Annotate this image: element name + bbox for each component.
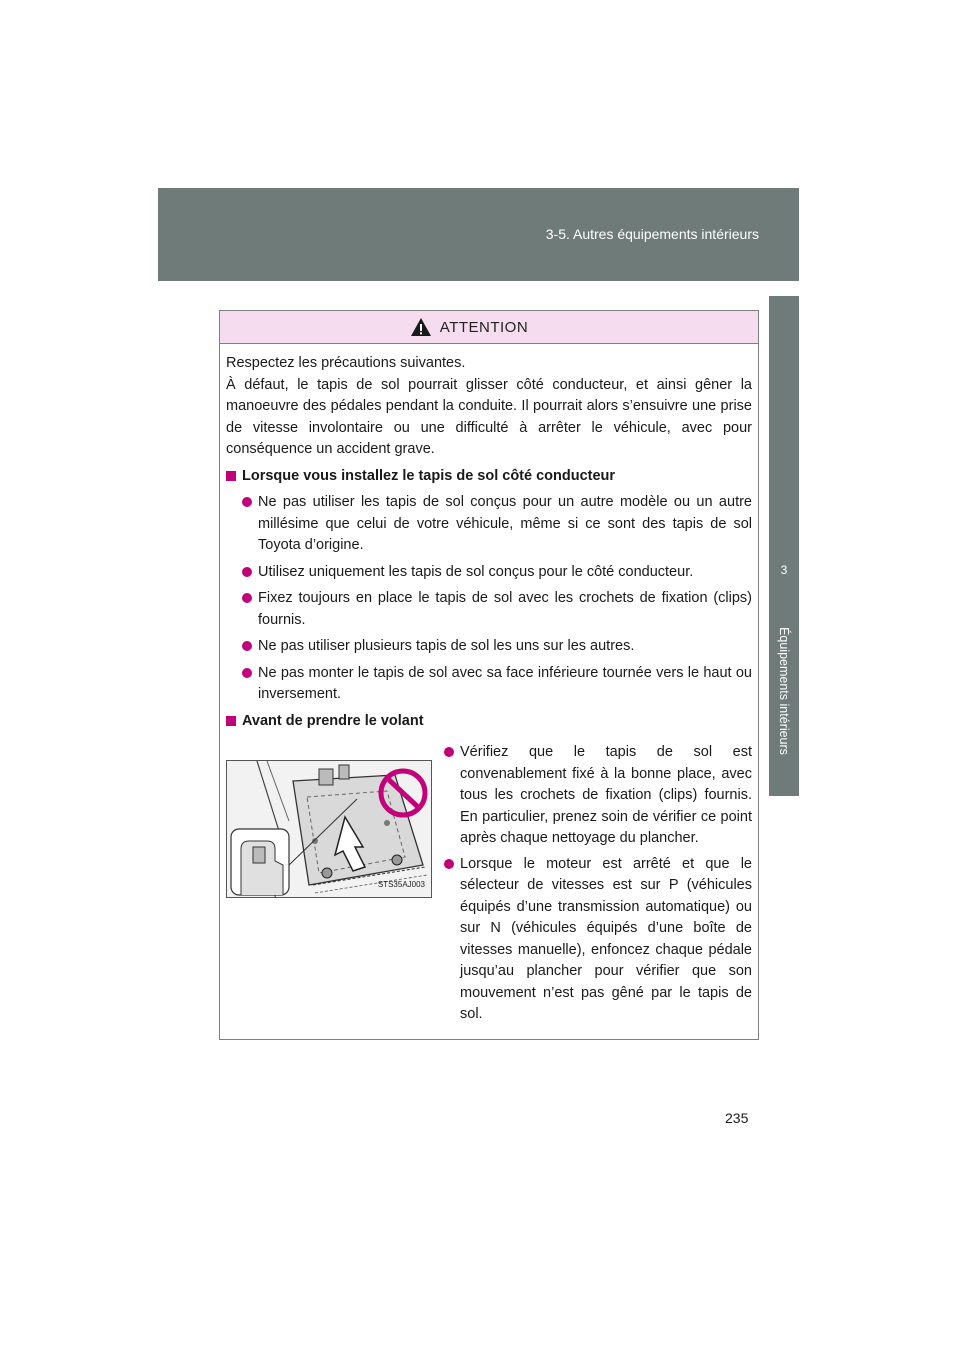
square-bullet-icon (226, 716, 236, 726)
round-bullet-icon (444, 747, 454, 757)
list-item: Utilisez uniquement les tapis de sol conçus pour le côté conducteur. (226, 562, 752, 584)
illustration-wrapper (226, 738, 444, 1026)
list-item: Lorsque le moteur est arrêté et que le sélecteur de vitesses est sur P (véhicules équipés d’une transmission automatique) ou sur N (véhicules équipés d’une boîte de vitesses manuelle), enfoncez chaque pédale jusqu’au plancher pour vérifier que son mouvement n’est pas gêné par le tapis de sol. (444, 854, 752, 1026)
warning-intro: Respectez les précautions suivantes. (226, 355, 466, 371)
before-driving-section (226, 738, 752, 1026)
list-item: Ne pas monter le tapis de sol avec sa face inférieure tournée vers le haut ou inversement. (226, 663, 752, 706)
round-bullet-icon (444, 859, 454, 869)
list-item: Ne pas utiliser les tapis de sol conçus pour un autre modèle ou un autre millésime que celui de votre véhicule, même si ce sont des tapis de sol Toyota d’origine. (226, 492, 752, 557)
page-number: 235 (725, 1110, 749, 1126)
chapter-side-tab (769, 296, 799, 796)
warning-header (220, 311, 758, 344)
warning-content (220, 344, 758, 1026)
before-driving-list (444, 738, 752, 1026)
chapter-label: Équipements intérieurs (777, 627, 791, 755)
section-heading-installation: Lorsque vous installez le tapis de sol côté conducteur (226, 466, 752, 488)
warning-box (219, 310, 759, 1040)
warning-title: ATTENTION (439, 318, 529, 336)
round-bullet-icon (242, 497, 252, 507)
list-item: Ne pas utiliser plusieurs tapis de sol les uns sur les autres. (226, 636, 752, 658)
square-bullet-icon (226, 471, 236, 481)
warning-triangle-icon (410, 317, 432, 337)
round-bullet-icon (242, 641, 252, 651)
list-item: Vérifiez que le tapis de sol est convenablement fixé à la bonne place, avec tous les crochets de fixation (clips) fournis. En particulier, prenez soin de vérifier ce point après chaque nettoyage du plancher. (444, 742, 752, 850)
list-item: Fixez toujours en place le tapis de sol avec les crochets de fixation (clips) fournis. (226, 588, 752, 631)
round-bullet-icon (242, 668, 252, 678)
chapter-number: 3 (780, 563, 788, 577)
section-title: 3-5. Autres équipements intérieurs (545, 226, 759, 242)
warning-body: À défaut, le tapis de sol pourrait glisser côté conducteur, et ainsi gêner la manoeuvre des pédales pendant la conduite. Il pourrait alors s’ensuivre une prise de vitesse involontaire ou une difficulté à arrêter le véhicule, avec pour conséquence un accident grave. (226, 376, 752, 457)
round-bullet-icon (242, 567, 252, 577)
floor-mat-illustration (226, 760, 432, 898)
section-header-bar (158, 188, 799, 281)
round-bullet-icon (242, 593, 252, 603)
section-heading-before-driving: Avant de prendre le volant (226, 711, 752, 733)
illustration-code: STS35AJ003 (377, 879, 425, 889)
